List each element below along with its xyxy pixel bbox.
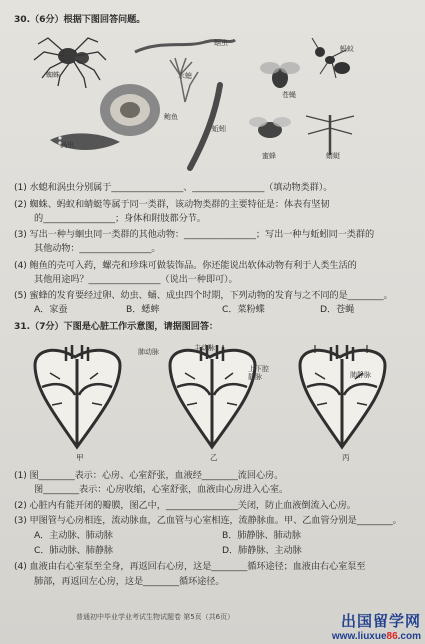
label-flatworm: 涡虫 <box>60 141 74 149</box>
q30-option: C．菜粉蝶 <box>222 304 265 315</box>
watermark-url-suffix: .com <box>397 631 421 642</box>
label-roundworm: 蛔虫 <box>214 39 228 47</box>
label-clam: 鲍鱼 <box>164 113 178 121</box>
watermark-url <box>332 631 421 642</box>
q30-option: A．家蚕 <box>34 304 68 315</box>
q31-line: 图________表示：心房收缩，心室舒张，血液由心房进入心室。 <box>34 484 289 495</box>
watermark-url-number: 86 <box>386 631 398 642</box>
label-hydra: 水螅 <box>178 72 192 80</box>
label-dragonfly: 蜻蜓 <box>326 152 340 160</box>
q30-line: 其他动物：________________。 <box>34 243 161 254</box>
label-ant: 蚂蚁 <box>340 45 354 53</box>
q30-option: B．蟋蟀 <box>126 304 160 315</box>
q30-option: D．苍蝇 <box>320 304 355 315</box>
clam-image <box>100 84 160 136</box>
q31-line: (2) 心脏内有能开闭的瓣膜，图乙中，________________关闭，防止血液倒流入心房。 <box>14 500 356 511</box>
label-vena-cava: 上下腔静脉 <box>248 365 269 381</box>
page-footer: 普通初中毕业学业考试生物试题卷 第5页（共6页） <box>76 613 235 621</box>
q30-line: (4) 鲍鱼的壳可入药，螺壳和珍珠可做装饰品。你还能说出软体动物有利于人类生活的 <box>14 260 357 271</box>
q31-option: C．肺动脉、肺静脉 <box>34 545 114 556</box>
label-spider: 蜘蛛 <box>46 71 60 79</box>
label-pulmonary-vein: 肺静脉 <box>350 371 371 379</box>
label-pulmonary-artery: 肺动脉 <box>138 348 159 356</box>
q31-line: (4) 血液由右心室泵至全身，再返回右心房，这是________循环途径；血液由右心室泵至 <box>14 561 366 572</box>
q31-header: 31.（7分）下图是心脏工作示意图，请据图回答： <box>14 321 219 332</box>
label-bing: 丙 <box>342 453 350 462</box>
watermark-url-prefix: www.liuxue <box>331 631 387 642</box>
q31-line: (1) 图________表示：心房、心室舒张，血液经________流回心房。 <box>14 470 284 481</box>
q30-line: (1) 水螅和涡虫分别属于________________、________________（填动物类群）。 <box>14 182 333 193</box>
label-aorta: 主动脉 <box>194 344 215 352</box>
q30-header: 30.（6分）根据下图回答问题。 <box>14 14 146 25</box>
spider-image <box>34 38 106 88</box>
q30-line: 的________________；身体和附肢都分节。 <box>34 213 206 224</box>
q31-line: (3) 甲图管与心房相连，流动脉血，乙血管与心室相连，流静脉血。甲、乙血管分别是________。 <box>14 515 402 526</box>
label-earthworm: 蚯蚓 <box>212 125 226 133</box>
q31-line: 肺部，再返回左心房，这是________循环途径。 <box>34 576 225 587</box>
heart-yi <box>170 345 255 447</box>
q30-line: (2) 蜘蛛、蚂蚁和蜻蜓等属于同一类群，该动物类群的主要特征是：体表有坚韧 <box>14 199 330 210</box>
heart-bing <box>300 345 385 447</box>
label-fly: 苍蝇 <box>282 91 296 99</box>
fly-image <box>260 62 300 88</box>
heart-jia <box>35 345 120 447</box>
label-yi: 乙 <box>210 453 218 462</box>
q30-line: (3) 写出一种与蛔虫同一类群的其他动物：________________；写出一种与蚯蚓同一类群的 <box>14 229 375 240</box>
label-bee: 蜜蜂 <box>262 152 276 160</box>
label-jia: 甲 <box>76 453 84 462</box>
watermark <box>332 610 421 642</box>
dragonfly-image <box>306 115 354 155</box>
q30-line: 其他用途吗？________________（说出一种即可）。 <box>34 274 238 285</box>
q31-option: B．肺静脉、肺动脉 <box>222 530 301 541</box>
q30-line: (5) 蜜蜂的发育要经过卵、幼虫、蛹、成虫四个时期，下列动物的发育与之不同的是________。 <box>14 290 393 301</box>
watermark-title: 出国留学网 <box>340 612 421 630</box>
q31-option: D．肺静脉、主动脉 <box>222 545 302 556</box>
heart-diagram <box>30 345 400 455</box>
q31-option: A．主动脉、肺动脉 <box>34 530 113 541</box>
bee-image <box>249 117 291 138</box>
